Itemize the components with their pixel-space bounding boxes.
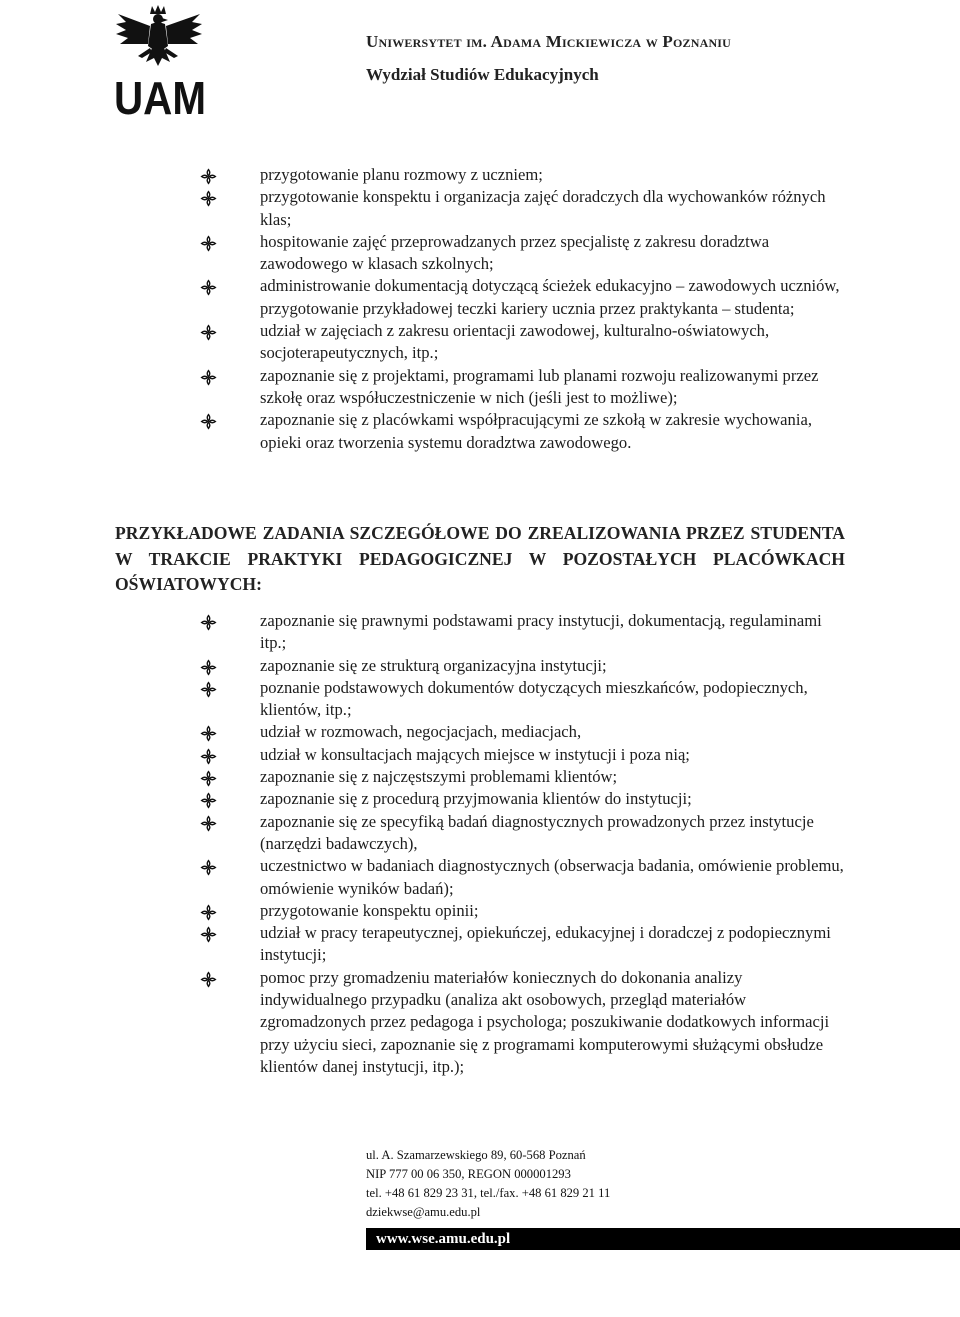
list-item-text: udział w konsultacjach mających miejsce w instytucji i poza nią; [260, 744, 690, 764]
footer-website-link[interactable]: www.wse.amu.edu.pl [366, 1228, 960, 1250]
list-item [0, 164, 960, 186]
list-item-text: zapoznanie się z procedurą przyjmowania klientów do instytucji; [260, 789, 692, 809]
diamond-bullet-icon [200, 770, 217, 787]
list-item-text: zapoznanie się z najczęstszymi problemami klientów; [260, 767, 618, 787]
diamond-bullet-icon [200, 324, 217, 341]
list-item [0, 275, 960, 320]
list-item-text: uczestnictwo w badaniach diagnostycznych (obserwacja badania, omówienie problemu, omówienie wyników badań); [260, 856, 844, 898]
logo-wordmark: UAM [114, 72, 206, 124]
list-item-text: przygotowanie konspektu i organizacja zajęć doradczych dla wychowanków różnych klas; [260, 187, 826, 229]
diamond-bullet-icon [200, 614, 217, 631]
diamond-bullet-icon [200, 792, 217, 809]
footer-address: ul. A. Szamarzewskiego 89, 60-568 Poznań [366, 1148, 586, 1162]
list-item [0, 610, 960, 655]
list-item [0, 677, 960, 722]
list-item [0, 744, 960, 766]
list-item-text: przygotowanie planu rozmowy z uczniem; [260, 165, 543, 184]
uam-logo [112, 4, 208, 124]
diamond-bullet-icon [200, 659, 217, 676]
diamond-bullet-icon [200, 235, 217, 252]
list-item [0, 967, 960, 1078]
footer-email[interactable]: dziekwse@amu.edu.pl [366, 1205, 481, 1219]
footer-phone: tel. +48 61 829 23 31, tel./fax. +48 61 829 21 11 [366, 1186, 611, 1200]
diamond-bullet-icon [200, 681, 217, 698]
section-heading: PRZYKŁADOWE ZADANIA SZCZEGÓŁOWE DO ZREALIZOWANIA PRZEZ STUDENTA W TRAKCIE PRAKTYKI PEDAGOGICZNEJ W POZOSTAŁYCH PLACÓWKACH OŚWIATOWYCH: [115, 523, 845, 594]
diamond-bullet-icon [200, 190, 217, 207]
list-item-text: poznanie podstawowych dokumentów dotyczących mieszkańców, podopiecznych, klientów, itp.; [260, 677, 808, 720]
list-item-text: udział w zajęciach z zakresu orientacji zawodowej, kulturalno-oświatowych, socjoterapeutycznych, itp.; [260, 321, 770, 363]
list-item [0, 409, 960, 454]
university-name: Uniwersytet im. Adama Mickiewicza w Poznaniu [366, 32, 732, 51]
diamond-bullet-icon [200, 926, 217, 943]
diamond-bullet-icon [200, 904, 217, 921]
list-item-text: hospitowanie zajęć przeprowadzanych przez specjalistę z zakresu doradztwa zawodowego w klasach szkolnych; [260, 231, 770, 274]
diamond-bullet-icon [200, 859, 217, 876]
diamond-bullet-icon [200, 815, 217, 832]
list-item [0, 788, 960, 810]
list-item [0, 855, 960, 900]
list-item [0, 922, 960, 967]
footer-tax-ids: NIP 777 00 06 350, REGON 000001293 [366, 1167, 571, 1181]
list-item [0, 365, 960, 410]
list-item [0, 721, 960, 743]
list-item [0, 811, 960, 856]
task-list-institutions [0, 610, 960, 1078]
list-item [0, 186, 960, 231]
diamond-bullet-icon [200, 748, 217, 765]
list-item-text: udział w rozmowach, negocjacjach, mediacjach, [260, 722, 582, 742]
faculty-name: Wydział Studiów Edukacyjnych [366, 65, 599, 84]
task-list-school [0, 164, 960, 454]
diamond-bullet-icon [200, 413, 217, 430]
list-item-text: zapoznanie się ze strukturą organizacyjna instytucji; [260, 655, 607, 675]
diamond-bullet-icon [200, 725, 217, 742]
list-item [0, 900, 960, 922]
footer-contact [366, 1146, 610, 1222]
list-item-text: udział w pracy terapeutycznej, opiekuńczej, edukacyjnej i doradczej z podopiecznymi instytucji; [260, 923, 831, 965]
list-item [0, 320, 960, 365]
diamond-bullet-icon [200, 168, 217, 185]
list-item-text: zapoznanie się z projektami, programami lub planami rozwoju realizowanymi przez szkołę oraz współuczestniczenie w nich (jeśli jest to możliwe); [260, 365, 819, 407]
list-item-text: administrowanie dokumentacją dotyczącą ścieżek edukacyjno – zawodowych uczniów, przygotowanie przykładowej teczki kariery ucznia przez praktykanta – studenta; [260, 276, 840, 318]
list-item-text: pomoc przy gromadzeniu materiałów koniecznych do dokonania analizy indywidualnego przypadku (analiza akt osobowych, przegląd materiałów zgromadzonych przez pedagoga i psychologa; poszukiwanie dodatkowych informacji przy użyciu sieci, zapoznanie się z programami komputerowymi służącymi obsłudze klientów danej instytucji, itp.); [260, 967, 830, 1076]
list-item [0, 655, 960, 677]
list-item-text: przygotowanie konspektu opinii; [260, 900, 479, 920]
list-item-text: zapoznanie się z placówkami współpracującymi ze szkołą w zakresie wychowania, opieki oraz tworzenia systemu doradztwa zawodowego. [260, 410, 812, 452]
diamond-bullet-icon [200, 369, 217, 386]
list-item-text: zapoznanie się prawnymi podstawami pracy instytucji, dokumentacją, regulaminami itp.; [260, 611, 822, 653]
list-item [0, 231, 960, 276]
diamond-bullet-icon [200, 279, 217, 296]
list-item-text: zapoznanie się ze specyfiką badań diagnostycznych prowadzonych przez instytucje (narzędzi badawczych), [260, 811, 814, 853]
diamond-bullet-icon [200, 971, 217, 988]
list-item [0, 766, 960, 788]
